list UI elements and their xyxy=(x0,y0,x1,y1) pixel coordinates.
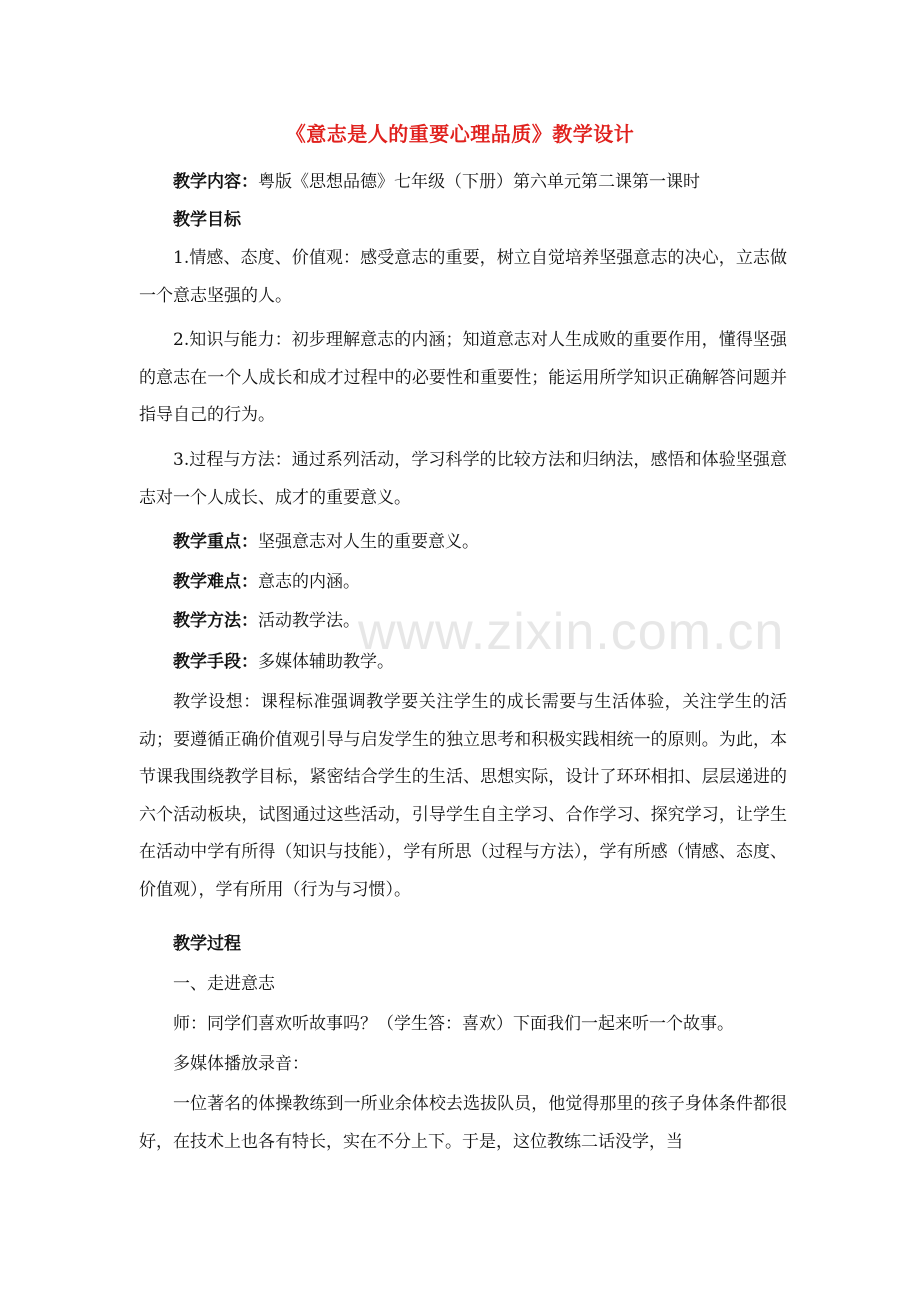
teaching-content-label: 教学内容： xyxy=(173,172,258,192)
teaching-means-label: 教学手段： xyxy=(173,652,258,672)
key-point-text: 坚强意志对人生的重要意义。 xyxy=(258,532,479,552)
design-idea: 教学设想：课程标准强调教学要关注学生的成长需要与生活体验，关注学生的活动；要遵循正确价值观引导与启发学生的独立思考和积极实践相统一的原则。为此，本节课我围绕教学目标，紧密结合学生的生活、思想实际，设计了环环相扣、层层递进的六个活动板块，试图通过这些活动，引导学生自主学习、合作学习、探究学习，让学生在活动中学有所得（知识与技能），学有所思（过程与方法），学有所感（情感、态度、价值观），学有所用（行为与习惯）。 xyxy=(139,692,787,900)
teaching-content-text: 粤版《思想品德》七年级（下册）第六单元第二课第一课时 xyxy=(258,172,700,192)
key-point-label: 教学重点： xyxy=(173,532,258,552)
teaching-content xyxy=(139,164,787,202)
difficulty-label: 教学难点： xyxy=(173,572,258,592)
teacher-line: 师：同学们喜欢听故事吗？（学生答：喜欢）下面我们一起来听一个故事。 xyxy=(173,1014,734,1034)
key-point xyxy=(139,524,787,562)
objective-2: 2.知识与能力：初步理解意志的内涵；知道意志对人生成败的重要作用，懂得坚强的意志在一个人成长和成才过程中的必要性和重要性；能运用所学知识正确解答问题并指导自己的行为。 xyxy=(139,330,787,425)
watermark: www.zixin.com.cn xyxy=(358,603,785,661)
process-heading: 教学过程 xyxy=(173,934,241,954)
teaching-means-text: 多媒体辅助教学。 xyxy=(258,652,394,672)
difficulty-text: 意志的内涵。 xyxy=(258,572,360,592)
section-1-heading: 一、走进意志 xyxy=(173,974,275,994)
document-title: 《意志是人的重要心理品质》教学设计 xyxy=(285,122,635,146)
objective-3: 3.过程与方法：通过系列活动，学习科学的比较方法和归纳法，感悟和体验坚强意志对一个人成长、成才的重要意义。 xyxy=(139,450,787,508)
teaching-method-text: 活动教学法。 xyxy=(258,611,360,631)
difficulty xyxy=(139,564,787,602)
story-line: 一位著名的体操教练到一所业余体校去选拔队员，他觉得那里的孩子身体条件都很好，在技术上也各有特长，实在不分上下。于是，这位教练二话没学，当 xyxy=(139,1094,787,1152)
media-line: 多媒体播放录音： xyxy=(173,1054,309,1074)
teaching-method-label: 教学方法： xyxy=(173,611,258,631)
objective-1: 1.情感、态度、价值观：感受意志的重要，树立自觉培养坚强意志的决心，立志做一个意志坚强的人。 xyxy=(139,248,787,306)
objectives-heading: 教学目标 xyxy=(173,210,241,230)
